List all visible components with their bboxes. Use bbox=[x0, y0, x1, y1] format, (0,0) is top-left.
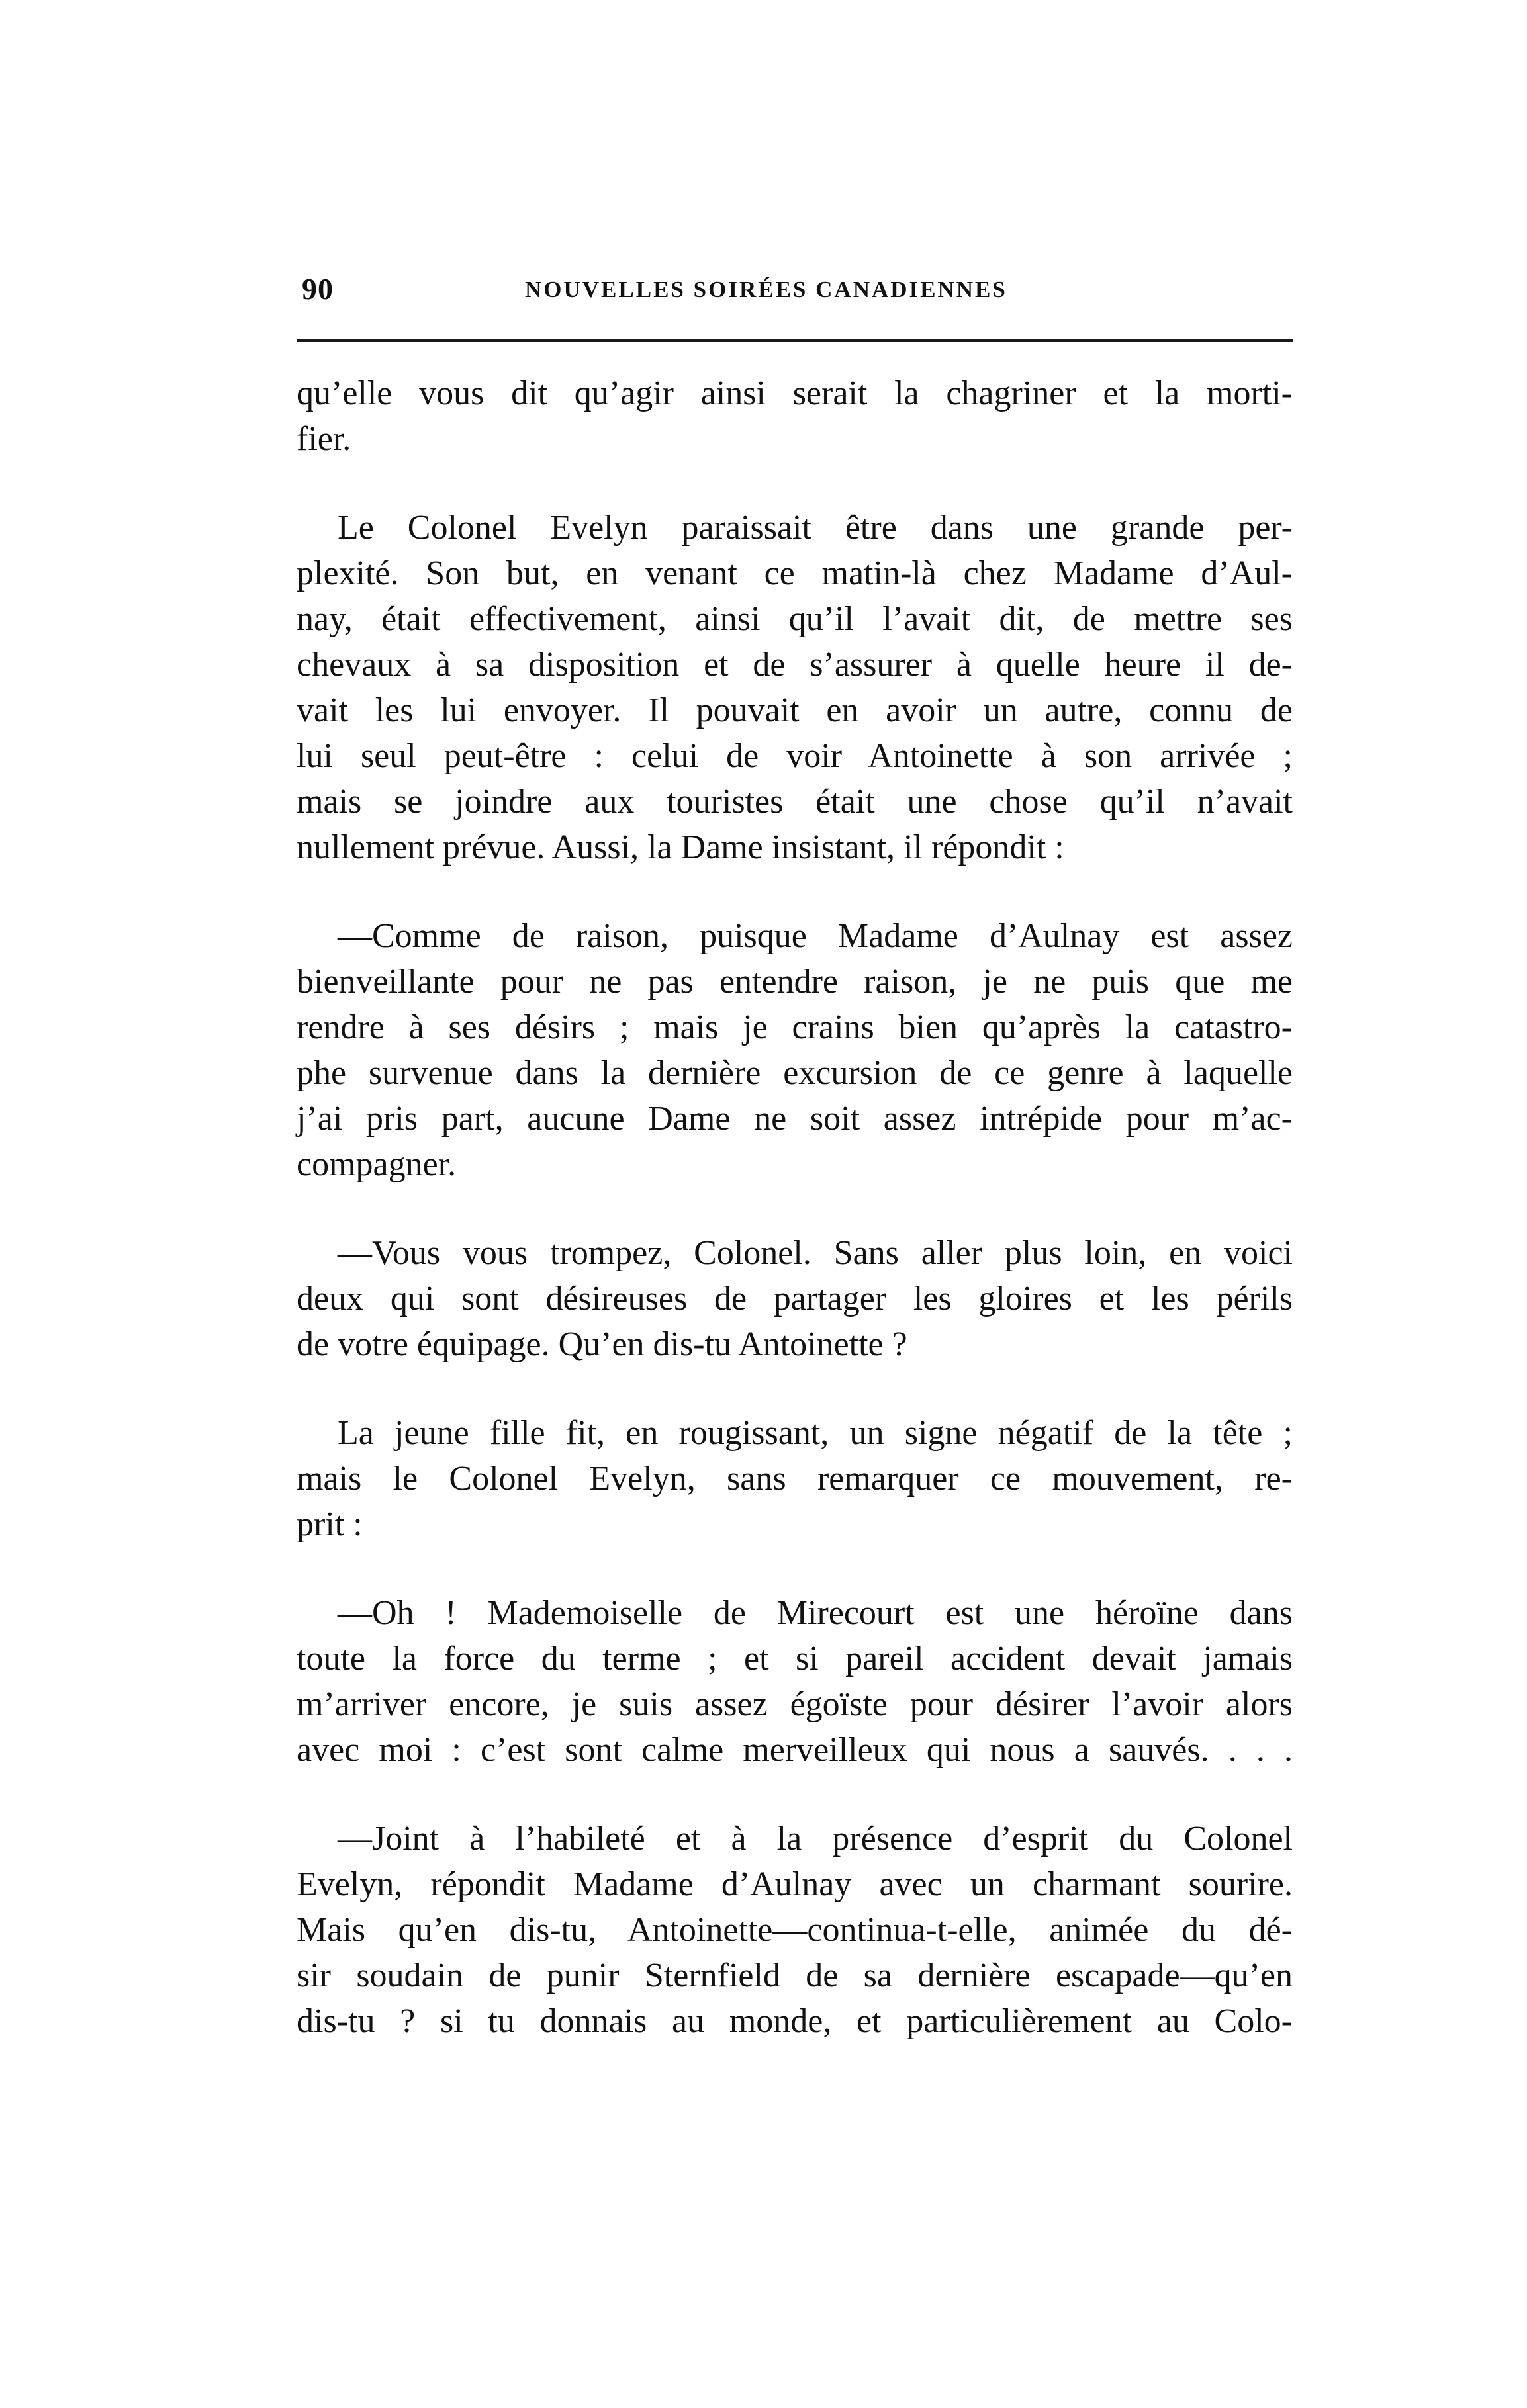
text-line: mais se joindre aux touristes était une chose qu’il n’avait bbox=[297, 783, 1293, 821]
text-line: rendre à ses désirs ; mais je crains bien qu’après la catastro- bbox=[297, 1008, 1293, 1046]
paragraph bbox=[297, 371, 1293, 462]
text-line: chevaux à sa disposition et de s’assurer à quelle heure il de- bbox=[297, 646, 1293, 684]
text-line: de votre équipage. Qu’en dis-tu Antoinette ? bbox=[297, 1325, 907, 1363]
text-line: Mais qu’en dis-tu, Antoinette—continua-t-elle, animée du dé- bbox=[297, 1911, 1293, 1949]
header-rule bbox=[297, 339, 1293, 342]
text-line: —Comme de raison, puisque Madame d’Aulnay est assez bbox=[338, 917, 1293, 955]
text-line: nullement prévue. Aussi, la Dame insistant, il répondit : bbox=[297, 828, 1064, 866]
text-line: —Oh ! Mademoiselle de Mirecourt est une héroïne dans bbox=[338, 1594, 1293, 1632]
text-line: qu’elle vous dit qu’agir ainsi serait la chagriner et la morti- bbox=[297, 375, 1293, 412]
text-line: j’ai pris part, aucune Dame ne soit assez intrépide pour m’ac- bbox=[297, 1100, 1293, 1137]
text-line: m’arriver encore, je suis assez égoïste pour désirer l’avoir alors bbox=[297, 1685, 1293, 1723]
text-line: nay, était effectivement, ainsi qu’il l’avait dit, de mettre ses bbox=[297, 600, 1293, 638]
paragraph bbox=[297, 1230, 1293, 1367]
paragraph-gap bbox=[297, 1547, 1293, 1590]
text-line: lui seul peut-être : celui de voir Antoinette à son arrivée ; bbox=[297, 737, 1293, 775]
text-line: plexité. Son but, en venant ce matin-là chez Madame d’Aul- bbox=[297, 555, 1293, 592]
text-line: prit : bbox=[297, 1505, 363, 1543]
text-line: bienveillante pour ne pas entendre raison, je ne puis que me bbox=[297, 963, 1293, 1001]
text-line: avec moi : c’est sont calme merveilleux qui nous a sauvés. . . . bbox=[297, 1731, 1293, 1769]
text-line: dis-tu ? si tu donnais au monde, et particulièrement au Colo- bbox=[297, 2002, 1293, 2040]
paragraph bbox=[297, 1816, 1293, 2044]
paragraph-gap bbox=[297, 1187, 1293, 1230]
text-line: —Joint à l’habileté et à la présence d’esprit du Colonel bbox=[338, 1820, 1293, 1857]
text-line: Evelyn, répondit Madame d’Aulnay avec un charmant sourire. bbox=[297, 1865, 1293, 1903]
text-line: deux qui sont désireuses de partager les gloires et les périls bbox=[297, 1280, 1293, 1317]
paragraph bbox=[297, 913, 1293, 1187]
running-title: NOUVELLES SOIRÉES CANADIENNES bbox=[525, 277, 1007, 302]
text-line: mais le Colonel Evelyn, sans remarquer ce mouvement, re- bbox=[297, 1460, 1293, 1497]
text-line: fier. bbox=[297, 420, 351, 458]
paragraph bbox=[297, 505, 1293, 870]
text-line: —Vous vous trompez, Colonel. Sans aller plus loin, en voici bbox=[338, 1234, 1293, 1272]
text-line: phe survenue dans la dernière excursion de ce genre à laquelle bbox=[297, 1054, 1293, 1092]
paragraph-gap bbox=[297, 1367, 1293, 1410]
paragraph-gap bbox=[297, 1773, 1293, 1816]
paragraph bbox=[297, 1410, 1293, 1547]
paragraph-gap bbox=[297, 462, 1293, 505]
text-line: toute la force du terme ; et si pareil accident devait jamais bbox=[297, 1640, 1293, 1677]
text-line: Le Colonel Evelyn paraissait être dans une grande per- bbox=[338, 509, 1293, 547]
text-line: vait les lui envoyer. Il pouvait en avoir un autre, connu de bbox=[297, 691, 1293, 729]
text-line: compagner. bbox=[297, 1145, 457, 1183]
paragraph-gap bbox=[297, 870, 1293, 913]
page-number: 90 bbox=[302, 272, 334, 306]
paragraph bbox=[297, 1590, 1293, 1773]
page-header bbox=[297, 259, 1293, 326]
body-text bbox=[297, 371, 1293, 2044]
text-line: sir soudain de punir Sternfield de sa dernière escapade—qu’en bbox=[297, 1957, 1293, 1994]
text-line: La jeune fille fit, en rougissant, un signe négatif de la tête ; bbox=[338, 1414, 1293, 1452]
